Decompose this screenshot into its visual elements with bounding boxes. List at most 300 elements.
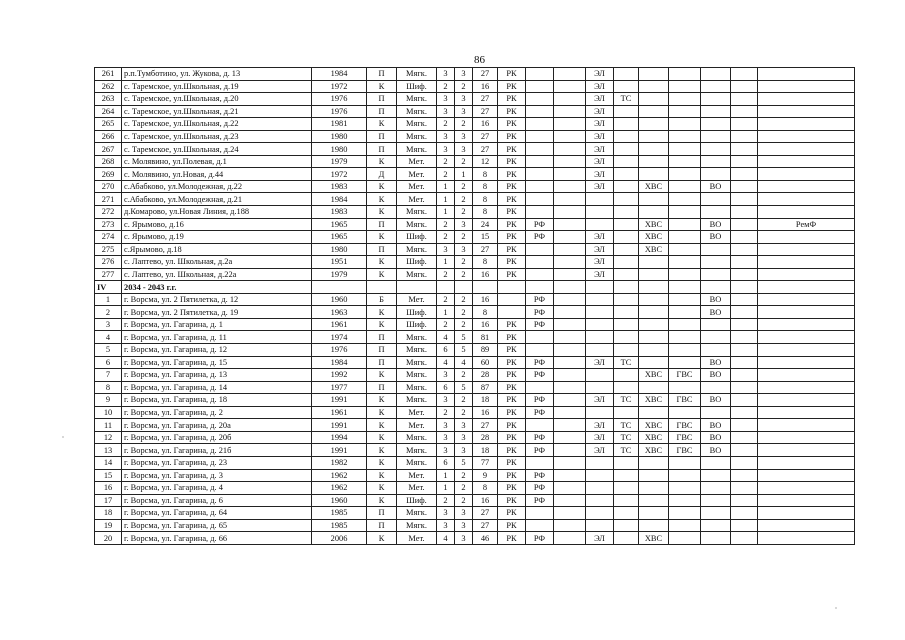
table-cell: РК	[498, 180, 526, 193]
table-cell	[669, 155, 701, 168]
table-cell: 1951	[312, 256, 367, 269]
table-cell: Мягк.	[397, 68, 437, 81]
table-cell	[526, 93, 554, 106]
table-row	[95, 431, 855, 444]
table-cell: 1983	[312, 206, 367, 219]
address-cell: с. Лаптево, ул. Школьная, д.22а	[122, 268, 312, 281]
table-cell	[758, 394, 855, 407]
address-cell: р.п.Тумботино, ул. Жукова, д. 13	[122, 68, 312, 81]
table-cell	[554, 130, 586, 143]
table-cell	[701, 482, 731, 495]
table-cell: РФ	[526, 218, 554, 231]
table-cell: РК	[498, 231, 526, 244]
table-cell: 3	[455, 507, 473, 520]
table-cell	[731, 394, 758, 407]
table-cell	[731, 118, 758, 131]
table-cell	[554, 206, 586, 219]
table-cell: 81	[473, 331, 498, 344]
table-cell	[614, 494, 639, 507]
table-cell	[586, 519, 614, 532]
address-cell: с.Абабково, ул.Молодежная, д.21	[122, 193, 312, 206]
table-cell: К	[367, 318, 397, 331]
table-cell: 1991	[312, 419, 367, 432]
table-cell	[639, 306, 669, 319]
address-cell: г. Ворсма, ул. Гагарина, д. 4	[122, 482, 312, 495]
table-cell: 7	[95, 369, 122, 382]
table-cell: 3	[455, 143, 473, 156]
table-cell: К	[367, 482, 397, 495]
table-cell: 3	[437, 419, 455, 432]
table-cell	[586, 306, 614, 319]
table-row	[95, 143, 855, 156]
table-cell: 2	[455, 268, 473, 281]
table-cell	[554, 519, 586, 532]
table-cell: 9	[473, 469, 498, 482]
table-cell: 27	[473, 93, 498, 106]
table-cell: 2	[437, 494, 455, 507]
table-cell: ЭЛ	[586, 444, 614, 457]
table-cell: 2	[455, 406, 473, 419]
scan-speck	[835, 607, 837, 609]
table-cell: 1979	[312, 155, 367, 168]
table-cell: 6	[437, 456, 455, 469]
table-cell	[758, 80, 855, 93]
table-cell: 60	[473, 356, 498, 369]
table-cell: 261	[95, 68, 122, 81]
table-cell	[669, 456, 701, 469]
table-cell	[498, 281, 526, 294]
table-cell	[586, 369, 614, 382]
table-cell: П	[367, 93, 397, 106]
table-cell: РФ	[526, 231, 554, 244]
table-cell	[701, 406, 731, 419]
table-cell	[554, 80, 586, 93]
table-cell: 27	[473, 105, 498, 118]
table-cell: 19	[95, 519, 122, 532]
table-cell	[614, 469, 639, 482]
table-cell	[669, 268, 701, 281]
table-cell	[731, 243, 758, 256]
table-cell	[731, 68, 758, 81]
table-cell	[639, 155, 669, 168]
table-cell	[758, 168, 855, 181]
table-cell	[701, 155, 731, 168]
table-cell: 1984	[312, 193, 367, 206]
table-cell	[586, 494, 614, 507]
table-cell: Мягк.	[397, 369, 437, 382]
table-cell	[669, 256, 701, 269]
table-cell: 2	[437, 155, 455, 168]
table-cell	[731, 206, 758, 219]
table-cell	[526, 344, 554, 357]
table-cell: 5	[455, 344, 473, 357]
table-cell: 277	[95, 268, 122, 281]
table-cell	[614, 519, 639, 532]
table-cell: 2	[455, 494, 473, 507]
table-cell	[669, 105, 701, 118]
table-row	[95, 93, 855, 106]
table-cell: ГВС	[669, 369, 701, 382]
table-cell	[701, 494, 731, 507]
table-cell	[731, 532, 758, 545]
table-cell: 8	[473, 256, 498, 269]
address-cell: г. Ворсма, ул. Гагарина, д. 6	[122, 494, 312, 507]
table-row	[95, 381, 855, 394]
table-cell	[639, 519, 669, 532]
table-cell: Мягк.	[397, 456, 437, 469]
table-cell: 3	[437, 93, 455, 106]
table-cell: РФ	[526, 469, 554, 482]
table-cell	[554, 507, 586, 520]
table-cell: Мягк.	[397, 331, 437, 344]
table-cell	[701, 143, 731, 156]
table-cell	[526, 118, 554, 131]
table-cell: РФ	[526, 431, 554, 444]
table-cell: ВО	[701, 419, 731, 432]
table-cell: 27	[473, 419, 498, 432]
table-cell	[614, 381, 639, 394]
table-cell: 4	[455, 356, 473, 369]
table-cell	[498, 306, 526, 319]
table-cell	[526, 519, 554, 532]
table-cell: РФ	[526, 306, 554, 319]
table-cell: РФ	[526, 369, 554, 382]
table-cell	[639, 193, 669, 206]
page-number: 86	[474, 54, 485, 66]
table-cell: 8	[473, 206, 498, 219]
table-cell: РемФ	[758, 218, 855, 231]
table-cell	[639, 143, 669, 156]
table-cell	[731, 507, 758, 520]
table-cell: Мягк.	[397, 431, 437, 444]
table-row	[95, 80, 855, 93]
table-cell: 3	[455, 93, 473, 106]
table-cell: 1979	[312, 268, 367, 281]
table-cell: ТС	[614, 431, 639, 444]
table-cell: 2	[455, 394, 473, 407]
table-cell: 13	[95, 444, 122, 457]
table-cell: IV	[95, 281, 122, 294]
table-cell	[586, 206, 614, 219]
table-cell	[437, 281, 455, 294]
table-cell: РК	[498, 93, 526, 106]
table-cell: К	[367, 193, 397, 206]
table-cell	[614, 293, 639, 306]
table-cell: 6	[437, 381, 455, 394]
table-cell: Мягк.	[397, 519, 437, 532]
table-cell: 3	[455, 130, 473, 143]
table-cell: РК	[498, 519, 526, 532]
table-cell: ВО	[701, 431, 731, 444]
table-cell	[669, 143, 701, 156]
table-cell: 1960	[312, 293, 367, 306]
table-cell: Мягк.	[397, 206, 437, 219]
table-cell: 1980	[312, 143, 367, 156]
table-cell: 1	[437, 256, 455, 269]
table-cell: РК	[498, 143, 526, 156]
table-cell	[731, 143, 758, 156]
table-cell: П	[367, 507, 397, 520]
address-cell: г. Ворсма, ул. Гагарина, д. 15	[122, 356, 312, 369]
table-cell	[669, 193, 701, 206]
table-cell: 1	[95, 293, 122, 306]
table-cell: 15	[95, 469, 122, 482]
table-cell	[669, 356, 701, 369]
table-cell: 8	[473, 180, 498, 193]
address-cell: г. Ворсма, ул. Гагарина, д. 66	[122, 532, 312, 545]
table-cell: ВО	[701, 306, 731, 319]
table-cell	[614, 344, 639, 357]
table-cell: ВО	[701, 231, 731, 244]
table-cell	[758, 293, 855, 306]
table-cell	[554, 482, 586, 495]
table-cell	[526, 243, 554, 256]
table-cell: 18	[95, 507, 122, 520]
table-cell: 3	[455, 218, 473, 231]
table-cell: 46	[473, 532, 498, 545]
table-cell	[758, 356, 855, 369]
table-cell: ЭЛ	[586, 93, 614, 106]
table-cell: К	[367, 532, 397, 545]
table-cell: ВО	[701, 180, 731, 193]
table-cell	[639, 456, 669, 469]
table-cell	[758, 155, 855, 168]
table-cell	[669, 243, 701, 256]
table-cell: ХВС	[639, 369, 669, 382]
table-cell: 27	[473, 143, 498, 156]
table-cell	[731, 381, 758, 394]
address-cell: г. Ворсма, ул. 2 Пятилетка, д. 12	[122, 293, 312, 306]
table-cell	[554, 381, 586, 394]
table-cell	[614, 180, 639, 193]
table-cell	[731, 231, 758, 244]
table-cell	[526, 281, 554, 294]
table-cell: 3	[437, 130, 455, 143]
table-cell: К	[367, 118, 397, 131]
table-cell: 11	[95, 419, 122, 432]
table-cell	[639, 93, 669, 106]
table-row	[95, 469, 855, 482]
table-cell	[526, 105, 554, 118]
table-cell: 1961	[312, 318, 367, 331]
table-cell: 275	[95, 243, 122, 256]
table-cell: 2	[455, 80, 473, 93]
table-cell	[554, 306, 586, 319]
table-cell: 2	[455, 155, 473, 168]
table-cell: 2	[455, 293, 473, 306]
scan-speck	[62, 436, 64, 438]
table-cell: ГВС	[669, 431, 701, 444]
table-cell	[701, 80, 731, 93]
table-cell	[731, 193, 758, 206]
table-cell: Мягк.	[397, 381, 437, 394]
table-cell	[701, 331, 731, 344]
address-cell: с. Таремское, ул.Школьная, д.19	[122, 80, 312, 93]
table-cell	[758, 519, 855, 532]
table-cell	[614, 68, 639, 81]
table-cell: 3	[437, 431, 455, 444]
table-row	[95, 306, 855, 319]
table-cell	[758, 444, 855, 457]
table-cell	[669, 482, 701, 495]
address-cell: г. Ворсма, ул. Гагарина, д. 18	[122, 394, 312, 407]
table-cell: 2	[455, 231, 473, 244]
table-cell	[586, 456, 614, 469]
table-row	[95, 168, 855, 181]
table-row	[95, 519, 855, 532]
table-cell: 1972	[312, 168, 367, 181]
table-cell	[669, 331, 701, 344]
address-cell: с. Таремское, ул.Школьная, д.20	[122, 93, 312, 106]
table-cell	[554, 444, 586, 457]
table-cell	[614, 482, 639, 495]
table-cell: 16	[473, 268, 498, 281]
table-row	[95, 256, 855, 269]
table-cell: П	[367, 143, 397, 156]
table-row	[95, 456, 855, 469]
table-row	[95, 193, 855, 206]
table-cell	[731, 369, 758, 382]
table-cell: 3	[437, 507, 455, 520]
table-cell: РК	[498, 494, 526, 507]
table-cell	[614, 256, 639, 269]
table-cell: 1962	[312, 469, 367, 482]
table-cell	[614, 193, 639, 206]
table-cell	[758, 318, 855, 331]
table-cell	[701, 118, 731, 131]
table-cell	[554, 494, 586, 507]
table-cell: 3	[95, 318, 122, 331]
table-cell	[758, 331, 855, 344]
table-cell	[526, 268, 554, 281]
table-cell: Д	[367, 168, 397, 181]
table-cell	[397, 281, 437, 294]
table-cell: П	[367, 331, 397, 344]
table-cell	[731, 419, 758, 432]
table-cell	[701, 105, 731, 118]
table-cell: 2	[455, 482, 473, 495]
table-cell: 2	[437, 80, 455, 93]
table-cell	[639, 268, 669, 281]
table-cell: 1	[437, 469, 455, 482]
table-cell: 264	[95, 105, 122, 118]
table-cell	[701, 206, 731, 219]
table-cell	[554, 532, 586, 545]
address-cell: с.Абабково, ул.Молодежная, д.22	[122, 180, 312, 193]
table-cell: 3	[455, 105, 473, 118]
table-cell: Мягк.	[397, 344, 437, 357]
table-cell	[554, 105, 586, 118]
table-cell	[554, 180, 586, 193]
table-cell: 5	[455, 456, 473, 469]
table-cell: К	[367, 155, 397, 168]
table-cell	[669, 344, 701, 357]
table-cell: ВО	[701, 444, 731, 457]
table-cell	[731, 218, 758, 231]
table-cell	[554, 256, 586, 269]
table-cell	[758, 306, 855, 319]
table-cell: 4	[437, 331, 455, 344]
table-cell: ЭЛ	[586, 68, 614, 81]
table-cell: 270	[95, 180, 122, 193]
table-cell: К	[367, 394, 397, 407]
table-cell	[701, 256, 731, 269]
table-cell	[731, 431, 758, 444]
table-cell: ХВС	[639, 231, 669, 244]
table-cell: П	[367, 381, 397, 394]
table-cell: РК	[498, 155, 526, 168]
table-cell: К	[367, 431, 397, 444]
table-cell	[758, 281, 855, 294]
table-cell	[731, 469, 758, 482]
table-cell	[701, 381, 731, 394]
table-cell	[669, 519, 701, 532]
table-cell: РК	[498, 256, 526, 269]
table-cell: ХВС	[639, 218, 669, 231]
table-cell: ХВС	[639, 419, 669, 432]
table-cell: 3	[455, 431, 473, 444]
table-cell: 6	[437, 344, 455, 357]
table-cell: РК	[498, 482, 526, 495]
table-cell	[731, 519, 758, 532]
table-cell	[758, 532, 855, 545]
table-cell	[614, 168, 639, 181]
table-cell: К	[367, 206, 397, 219]
table-cell: РК	[498, 369, 526, 382]
table-cell: Мягк.	[397, 118, 437, 131]
table-cell: Б	[367, 293, 397, 306]
table-cell	[367, 281, 397, 294]
table-cell	[669, 532, 701, 545]
table-cell	[758, 105, 855, 118]
table-cell: РК	[498, 218, 526, 231]
table-cell	[554, 143, 586, 156]
address-cell: г. Ворсма, ул. Гагарина, д. 1	[122, 318, 312, 331]
table-cell: 2	[455, 469, 473, 482]
table-cell: 1	[437, 206, 455, 219]
table-cell: 2	[455, 318, 473, 331]
table-cell	[586, 293, 614, 306]
table-row	[95, 507, 855, 520]
table-cell	[669, 507, 701, 520]
address-cell: г. Ворсма, ул. Гагарина, д. 2	[122, 406, 312, 419]
table-cell: 3	[437, 243, 455, 256]
table-row	[95, 206, 855, 219]
table-cell: 3	[437, 394, 455, 407]
table-cell	[614, 118, 639, 131]
table-cell: ВО	[701, 356, 731, 369]
table-cell: 27	[473, 519, 498, 532]
table-cell	[312, 281, 367, 294]
table-cell: 3	[455, 532, 473, 545]
table-cell: Мет.	[397, 532, 437, 545]
table-cell: 87	[473, 381, 498, 394]
table-cell: РК	[498, 456, 526, 469]
address-cell: г. Ворсма, ул. Гагарина, д. 11	[122, 331, 312, 344]
table-cell: Мет.	[397, 469, 437, 482]
table-cell: 1962	[312, 482, 367, 495]
table-cell: 8	[473, 168, 498, 181]
table-cell: Мягк.	[397, 394, 437, 407]
table-cell	[526, 155, 554, 168]
table-cell	[758, 180, 855, 193]
table-cell: 1981	[312, 118, 367, 131]
table-cell: 3	[455, 444, 473, 457]
table-cell: РК	[498, 118, 526, 131]
table-cell: РФ	[526, 394, 554, 407]
table-cell	[586, 331, 614, 344]
table-cell	[758, 256, 855, 269]
